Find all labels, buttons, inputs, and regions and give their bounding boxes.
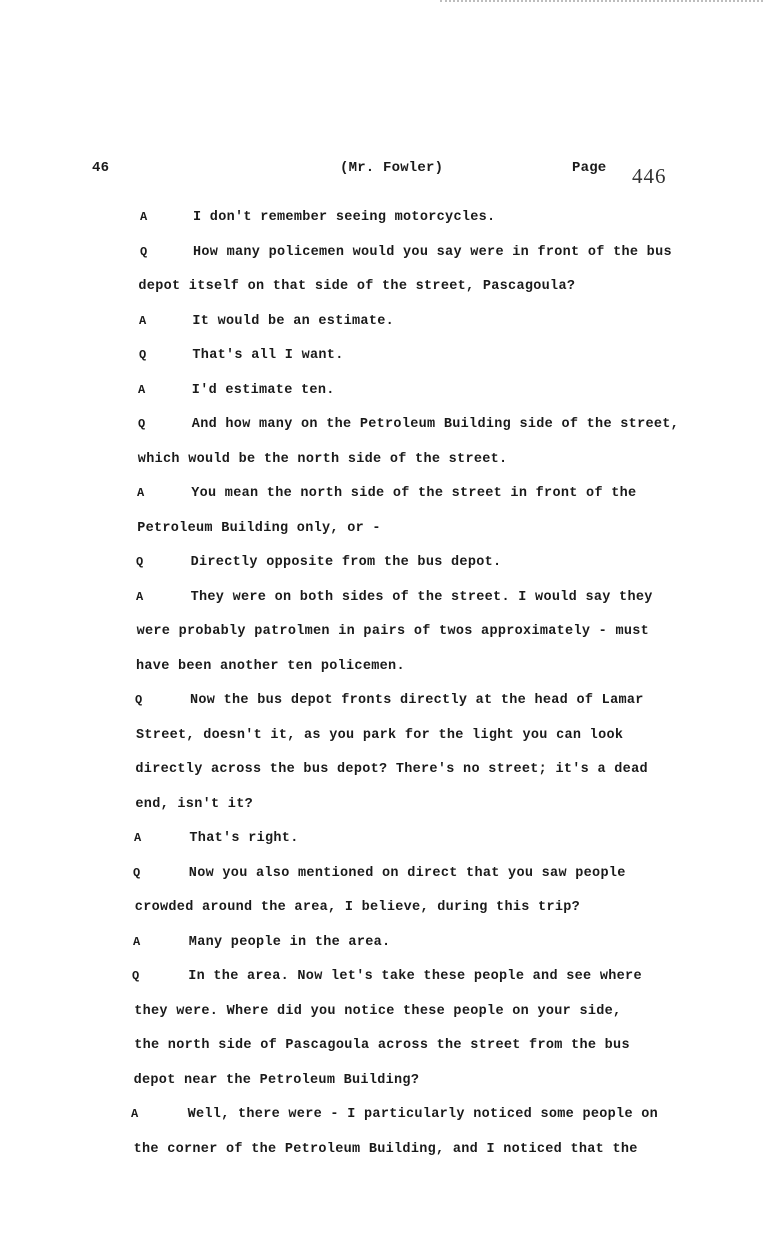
- line-text: Many people in the area.: [188, 934, 391, 950]
- qa-marker: A: [140, 210, 148, 224]
- scan-edge-artifact: [440, 0, 763, 6]
- page-number: 446: [632, 164, 667, 188]
- qa-marker: A: [133, 934, 141, 949]
- qa-marker: A: [137, 486, 145, 500]
- speaker-heading: (Mr. Fowler): [340, 160, 444, 176]
- line-text: which would be the north side of the street.: [137, 451, 508, 467]
- line-text: have been another ten policemen.: [136, 658, 405, 674]
- qa-marker: A: [139, 313, 147, 328]
- line-text: You mean the north side of the street in front of the: [191, 486, 637, 501]
- qa-marker: A: [136, 589, 144, 604]
- line-text: Directly opposite from the bus depot.: [190, 555, 502, 570]
- line-text: Petroleum Building only, or -: [137, 520, 381, 536]
- line-text: That's right.: [189, 831, 299, 846]
- line-text: crowded around the area, I believe, during this trip?: [134, 900, 581, 915]
- page-label: Page: [572, 160, 607, 176]
- line-text: were probably patrolmen in pairs of twos approximately - must: [136, 624, 650, 639]
- qa-marker: A: [138, 382, 146, 397]
- qa-marker: Q: [140, 244, 148, 259]
- line-text: They were on both sides of the street. I would say they: [190, 589, 653, 605]
- line-text: I don't remember seeing motorcycles.: [193, 210, 496, 225]
- line-text: In the area. Now let's take these people and see where: [188, 969, 642, 984]
- line-text: the corner of the Petroleum Building, and I noticed that the: [133, 1141, 638, 1157]
- qa-marker: Q: [138, 417, 146, 431]
- line-text: And how many on the Petroleum Building side of the street,: [191, 417, 680, 432]
- line-text: the north side of Pascagoula across the street from the bus: [134, 1038, 630, 1053]
- line-text: depot itself on that side of the street, Pascagoula?: [138, 279, 576, 294]
- line-text: they were. Where did you notice these people on your side,: [134, 1003, 622, 1019]
- qa-marker: Q: [136, 555, 144, 569]
- line-text: I'd estimate ten.: [191, 382, 335, 398]
- qa-marker: Q: [135, 693, 143, 707]
- qa-marker: Q: [132, 969, 140, 983]
- qa-marker: Q: [133, 865, 141, 880]
- line-text: It would be an estimate.: [192, 313, 395, 329]
- line-text: directly across the bus depot? There's no street; it's a dead: [135, 762, 648, 777]
- line-text: How many policemen would you say were in front of the bus: [193, 244, 672, 260]
- line-text: Well, there were - I particularly noticed some people on: [187, 1107, 659, 1122]
- qa-marker: A: [131, 1107, 139, 1121]
- page-left-number: 46: [92, 160, 110, 176]
- qa-marker: Q: [139, 348, 147, 362]
- line-text: depot near the Petroleum Building?: [133, 1072, 420, 1088]
- line-text: end, isn't it?: [135, 796, 254, 812]
- qa-marker: A: [134, 831, 142, 845]
- line-text: That's all I want.: [192, 348, 344, 363]
- line-text: Now the bus depot fronts directly at the head of Lamar: [190, 693, 644, 708]
- line-text: Street, doesn't it, as you park for the light you can look: [136, 727, 624, 743]
- line-text: Now you also mentioned on direct that you saw people: [188, 865, 626, 881]
